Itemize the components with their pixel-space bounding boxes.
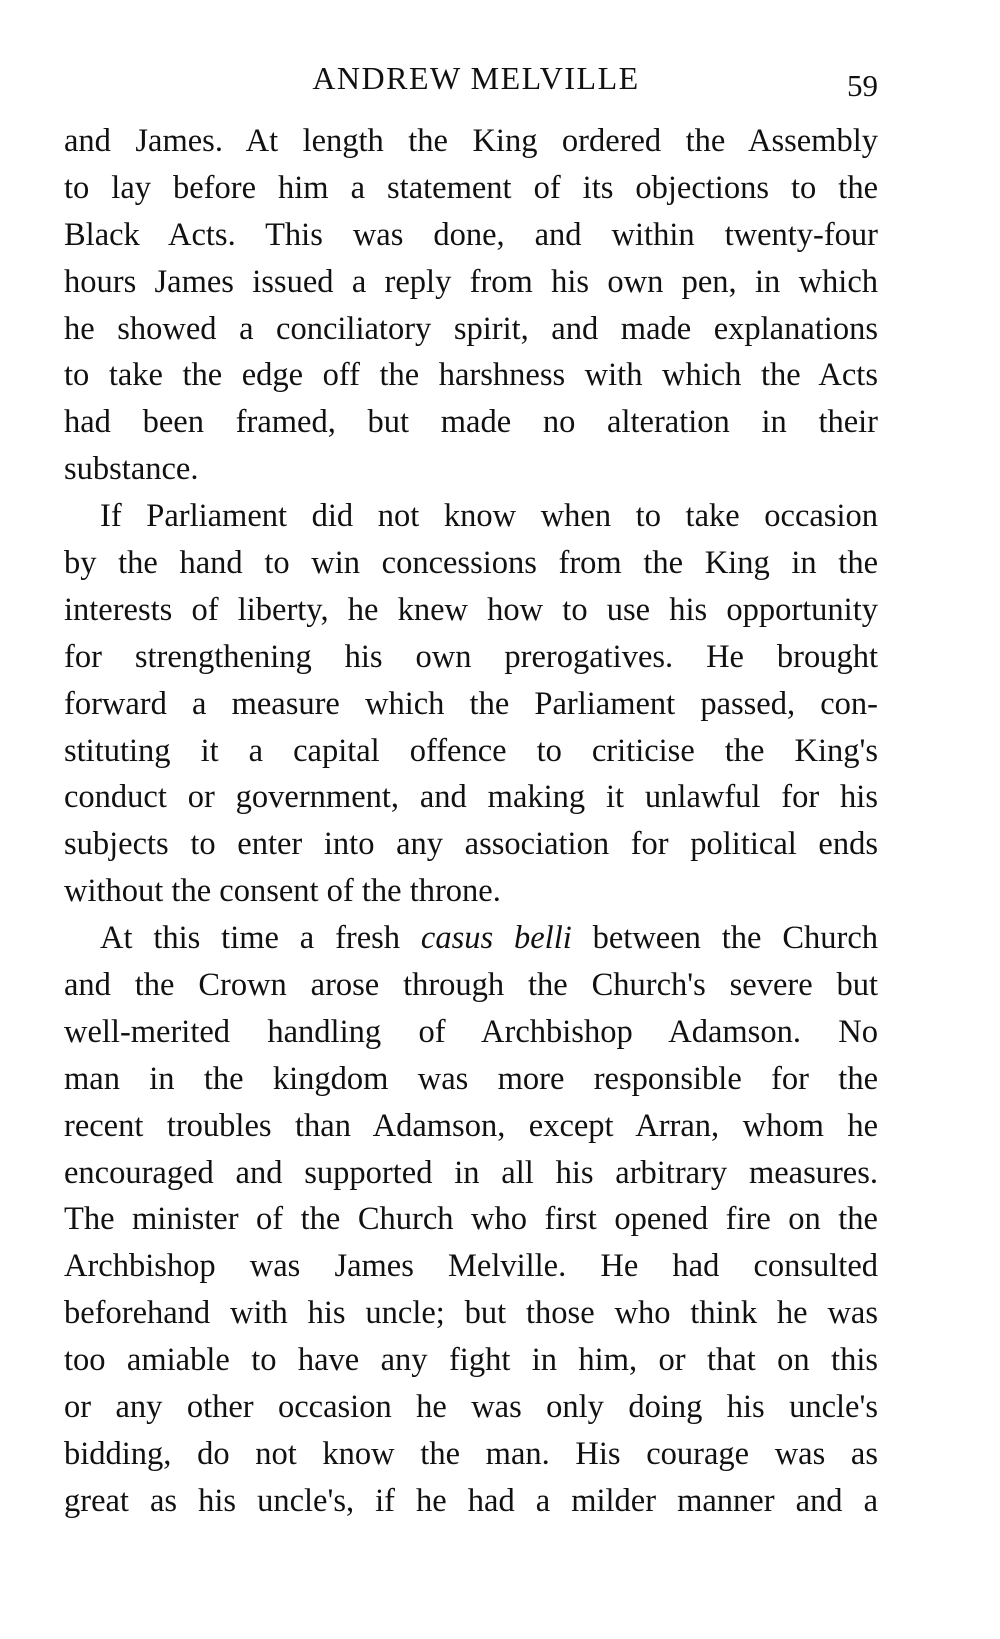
text-line: or any other occasion he was only doing his uncle's [64, 1389, 878, 1426]
text-line: without the consent of the throne. [64, 873, 501, 910]
text-line: stituting it a capital offence to criticise the King's [64, 732, 878, 769]
text-line: Archbishop was James Melville. He had consulted [64, 1248, 878, 1285]
text-line: and James. At length the King ordered the Assembly [64, 123, 878, 159]
text-segment: between the Church [571, 920, 878, 957]
paragraph-3 [64, 915, 878, 1525]
text-line: man in the kingdom was more responsible for the [64, 1060, 878, 1097]
text-line: by the hand to win concessions from the King in the [64, 545, 878, 582]
text-line: forward a measure which the Parliament passed, con- [64, 685, 878, 722]
text-line: had been framed, but made no alteration in their [64, 404, 878, 441]
body-text [64, 118, 878, 1525]
text-line: The minister of the Church who first opened fire on the [64, 1201, 878, 1238]
text-line: he showed a conciliatory spirit, and made explanations [64, 310, 878, 347]
text-line: too amiable to have any fight in him, or that on this [64, 1342, 878, 1379]
text-segment: At this time a fresh [100, 920, 421, 957]
text-line: subjects to enter into any association for political ends [64, 826, 878, 863]
paragraph-2 [64, 493, 878, 915]
text-line: to lay before him a statement of its objections to the [64, 169, 878, 206]
book-page [64, 50, 878, 1525]
running-head [64, 50, 878, 106]
text-line: and the Crown arose through the Church's severe but [64, 967, 878, 1004]
text-line: Black Acts. This was done, and within twenty-four [64, 216, 878, 253]
text-line: bidding, do not know the man. His courage was as [64, 1435, 878, 1472]
text-line: hours James issued a reply from his own pen, in which [64, 263, 878, 300]
text-line: well-merited handling of Archbishop Adamson. No [64, 1013, 878, 1050]
text-line: beforehand with his uncle; but those who think he was [64, 1295, 878, 1332]
text-line: encouraged and supported in all his arbitrary measures. [64, 1154, 878, 1191]
running-title: ANDREW MELVILLE [312, 60, 640, 96]
text-line: to take the edge off the harshness with which the Acts [64, 357, 878, 394]
text-line: If Parliament did not know when to take occasion [100, 498, 878, 535]
text-line: substance. [64, 451, 199, 488]
paragraph-1 [64, 118, 878, 493]
text-line: conduct or government, and making it unlawful for his [64, 779, 878, 816]
text-line-with-italic [64, 915, 878, 962]
text-line: interests of liberty, he knew how to use his opportunity [64, 591, 878, 628]
text-line: for strengthening his own prerogatives. He brought [64, 638, 878, 675]
text-line: recent troubles than Adamson, except Arran, whom he [64, 1107, 878, 1144]
text-line: great as his uncle's, if he had a milder manner and a [64, 1482, 878, 1519]
italic-phrase: casus belli [420, 920, 572, 957]
page-number: 59 [847, 68, 878, 103]
